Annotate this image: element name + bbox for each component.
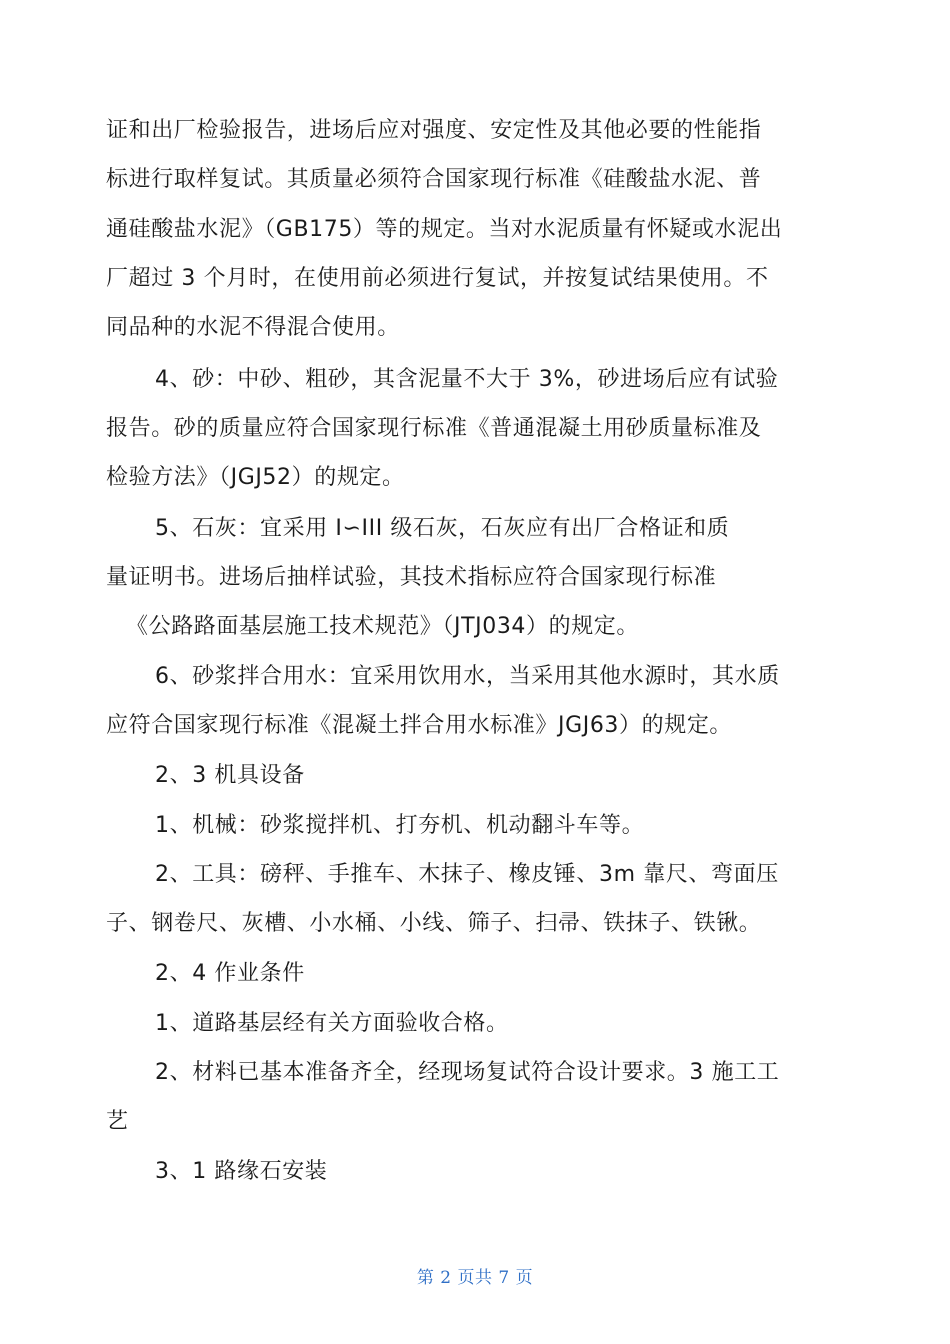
body-line: 检验方法》（JGJ52）的规定。 [106,465,405,490]
body-line: 厂超过 3 个月时，在使用前必须进行复试，并按复试结果使用。不 [106,266,769,291]
body-line: 1、机械：砂浆搅拌机、打夯机、机动翻斗车等。 [155,813,645,838]
body-line: 2、材料已基本准备齐全，经现场复试符合设计要求。3 施工工 [155,1060,780,1085]
body-line: 应符合国家现行标准《混凝土拌合用水标准》JGJ63）的规定。 [106,713,733,738]
body-line: 2、工具：磅秤、手推车、木抹子、橡皮锤、3m 靠尺、弯面压 [155,862,779,887]
section-heading: 3、1 路缘石安装 [155,1159,328,1184]
body-line: 标进行取样复试。其质量必须符合国家现行标准《硅酸盐水泥、普 [106,167,762,192]
body-line: 通硅酸盐水泥》（GB175）等的规定。当对水泥质量有怀疑或水泥出 [106,217,783,242]
body-line: 量证明书。进场后抽样试验，其技术指标应符合国家现行标准 [106,565,717,590]
section-heading: 2、3 机具设备 [155,763,305,788]
section-heading: 2、4 作业条件 [155,961,305,986]
body-line: 子、钢卷尺、灰槽、小水桶、小线、筛子、扫帚、铁抹子、铁锹。 [106,911,762,936]
body-line: 4、砂：中砂、粗砂，其含泥量不大于 3%，砂进场后应有试验 [155,367,779,392]
page-indicator: 第 2 页共 7 页 [416,1268,534,1288]
body-line: 1、道路基层经有关方面验收合格。 [155,1011,509,1036]
body-line: 报告。砂的质量应符合国家现行标准《普通混凝土用砂质量标准及 [106,416,762,441]
body-line: 证和出厂检验报告，进场后应对强度、安定性及其他必要的性能指 [106,118,762,143]
body-line: 6、砂浆拌合用水：宜采用饮用水，当采用其他水源时，其水质 [155,664,780,689]
body-line: 同品种的水泥不得混合使用。 [106,315,400,340]
body-line: 5、石灰：宜采用 I∽III 级石灰，石灰应有出厂合格证和质 [155,516,730,541]
body-line: 《公路路面基层施工技术规范》（JTJ034）的规定。 [126,614,640,639]
body-line: 艺 [106,1109,129,1134]
